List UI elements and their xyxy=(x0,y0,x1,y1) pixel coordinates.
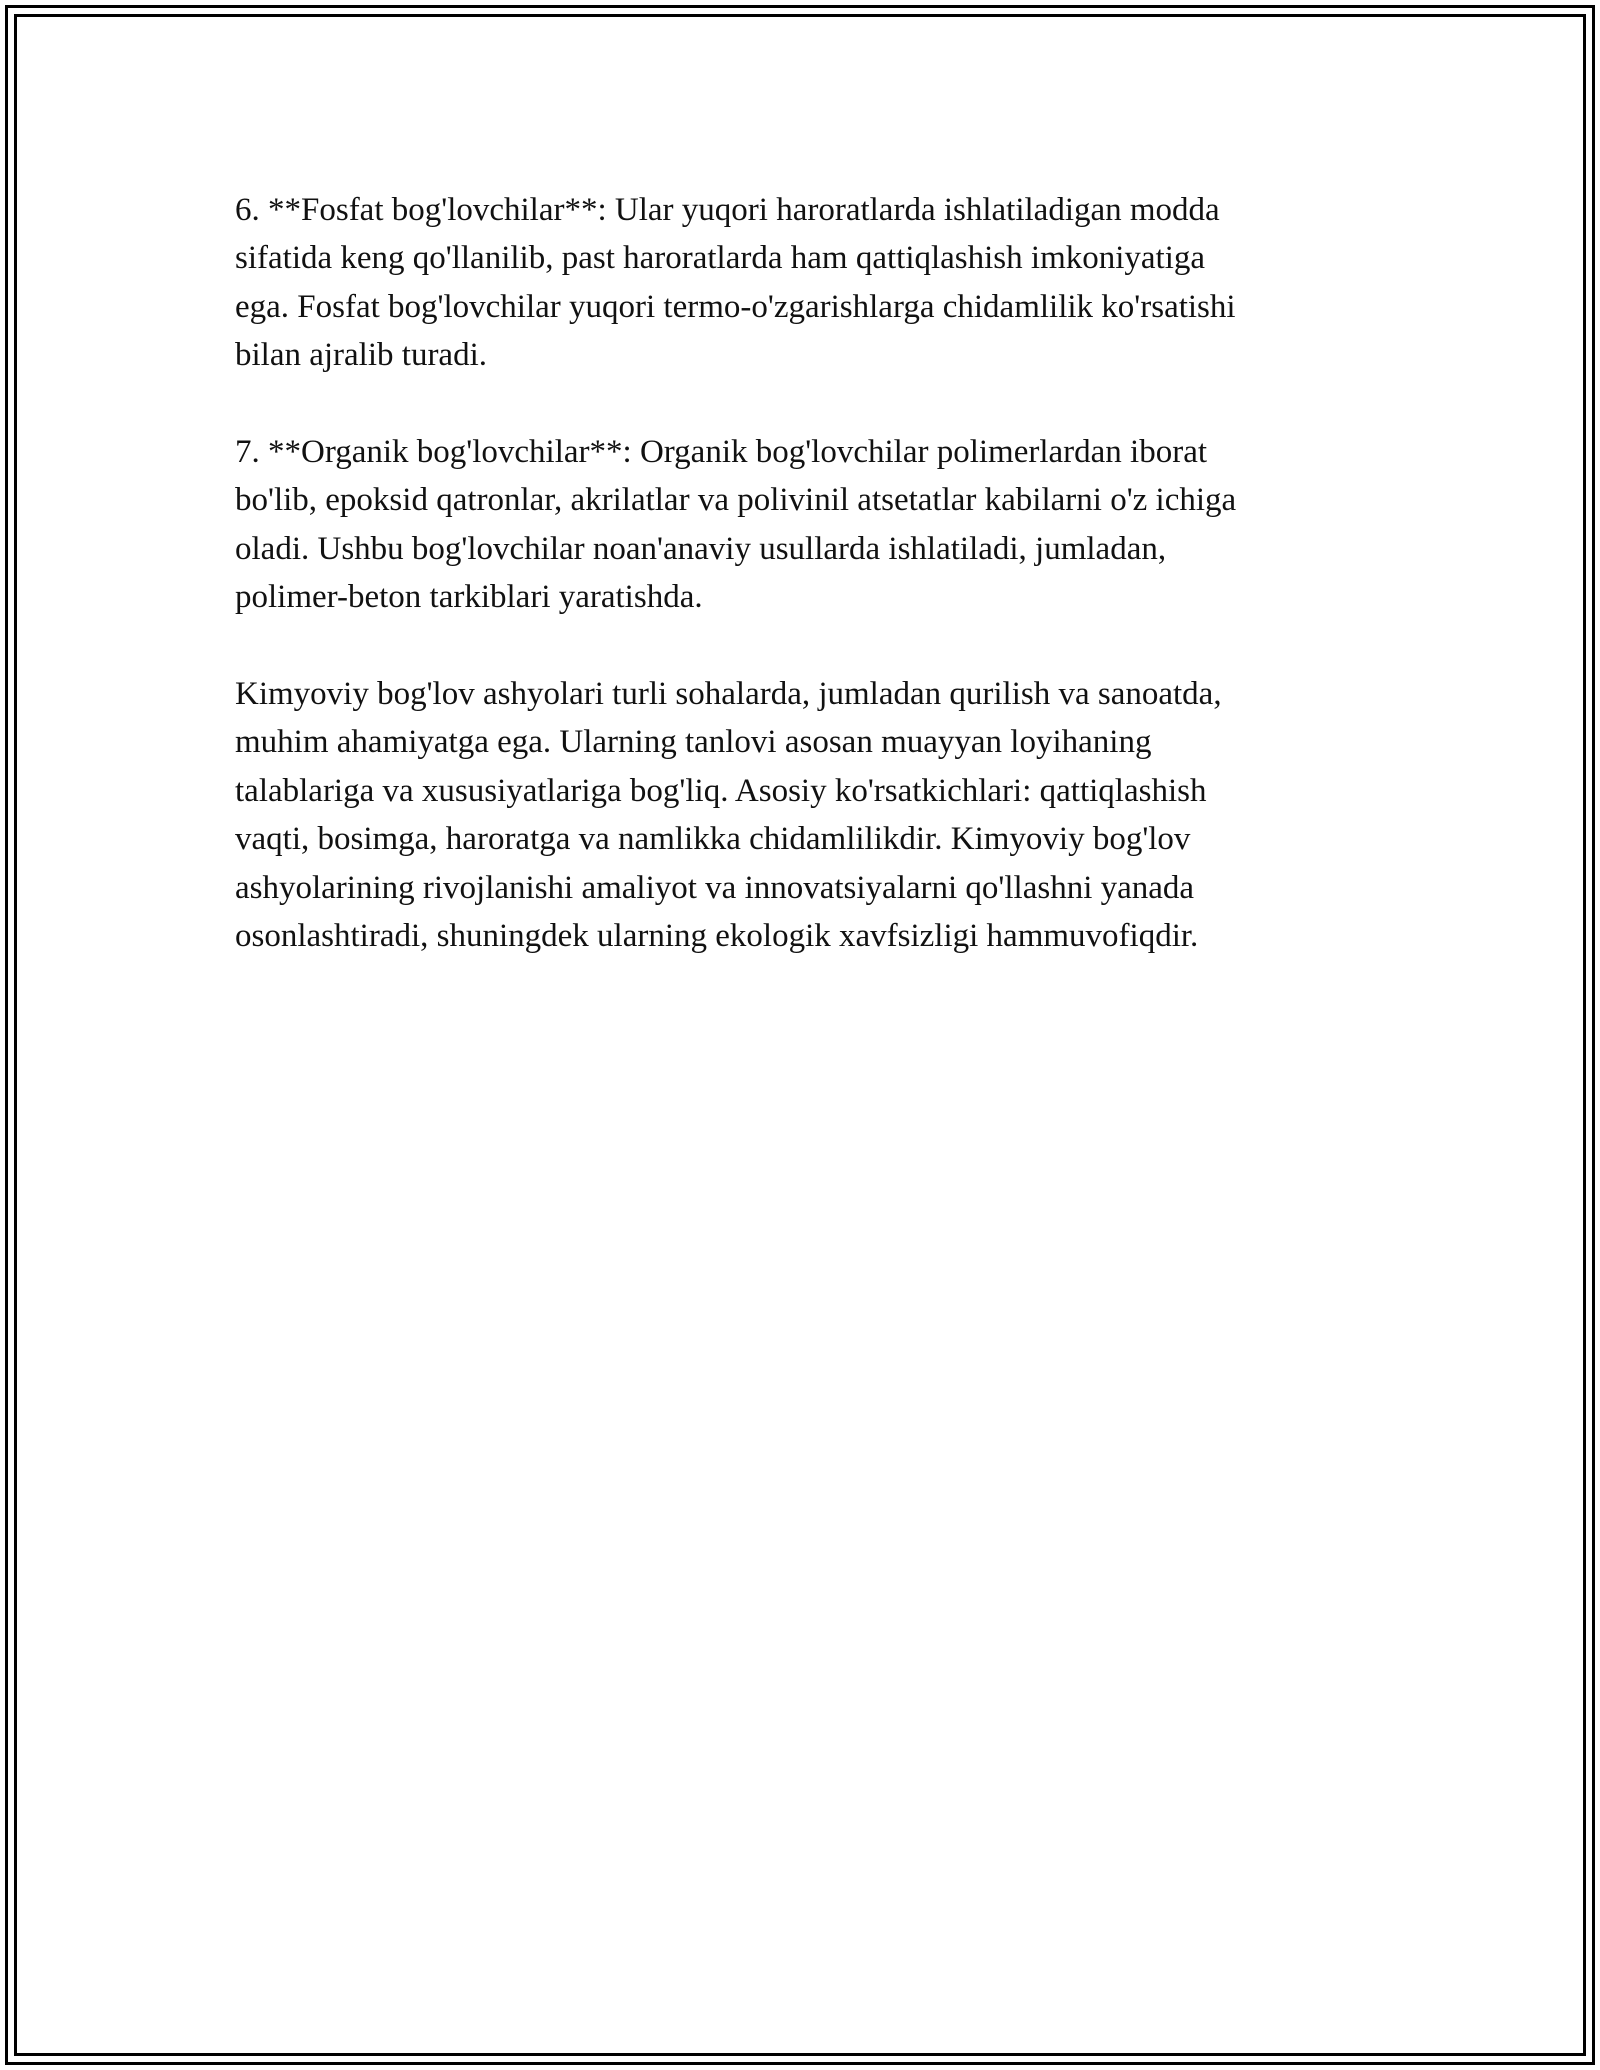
text-line: ega. Fosfat bog'lovchilar yuqori termo-o'zgarishlarga chidamlilik ko'rsatishi xyxy=(235,288,1236,325)
paragraph-summary xyxy=(235,670,1365,960)
paragraph-organik xyxy=(235,428,1365,622)
text-line: ashyolarining rivojlanishi amaliyot va innovatsiyalarni qo'llashni yanada xyxy=(235,869,1195,906)
text-line: polimer-beton tarkiblari yaratishda. xyxy=(235,579,703,616)
text-line: 7. **Organik bog'lovchilar**: Organik bog'lovchilar polimerlardan iborat xyxy=(235,434,1208,471)
text-line: bilan ajralib turadi. xyxy=(235,337,487,374)
text-line: talablariga va xususiyatlariga bog'liq. Asosiy ko'rsatkichlari: qattiqlashish xyxy=(235,772,1207,809)
text-line: bo'lib, epoksid qatronlar, akrilatlar va polivinil atsetatlar kabilarni o'z ichiga xyxy=(235,482,1237,519)
text-line: Kimyoviy bog'lov ashyolari turli sohalarda, jumladan qurilish va sanoatda, xyxy=(235,676,1222,713)
text-line: vaqti, bosimga, haroratga va namlikka chidamlilikdir. Kimyoviy bog'lov xyxy=(235,821,1191,858)
text-line: osonlashtiradi, shuningdek ularning ekologik xavfsizligi hammuvofiqdir. xyxy=(235,918,1199,955)
text-line: muhim ahamiyatga ega. Ularning tanlovi asosan muayyan loyihaning xyxy=(235,724,1152,761)
paragraph-fosfat xyxy=(235,186,1365,380)
text-line: oladi. Ushbu bog'lovchilar noan'anaviy usullarda ishlatiladi, jumladan, xyxy=(235,530,1167,567)
document-body xyxy=(235,186,1365,1009)
text-line: sifatida keng qo'llanilib, past haroratlarda ham qattiqlashish imkoniyatiga xyxy=(235,240,1206,277)
text-line: 6. **Fosfat bog'lovchilar**: Ular yuqori haroratlarda ishlatiladigan modda xyxy=(235,192,1220,228)
